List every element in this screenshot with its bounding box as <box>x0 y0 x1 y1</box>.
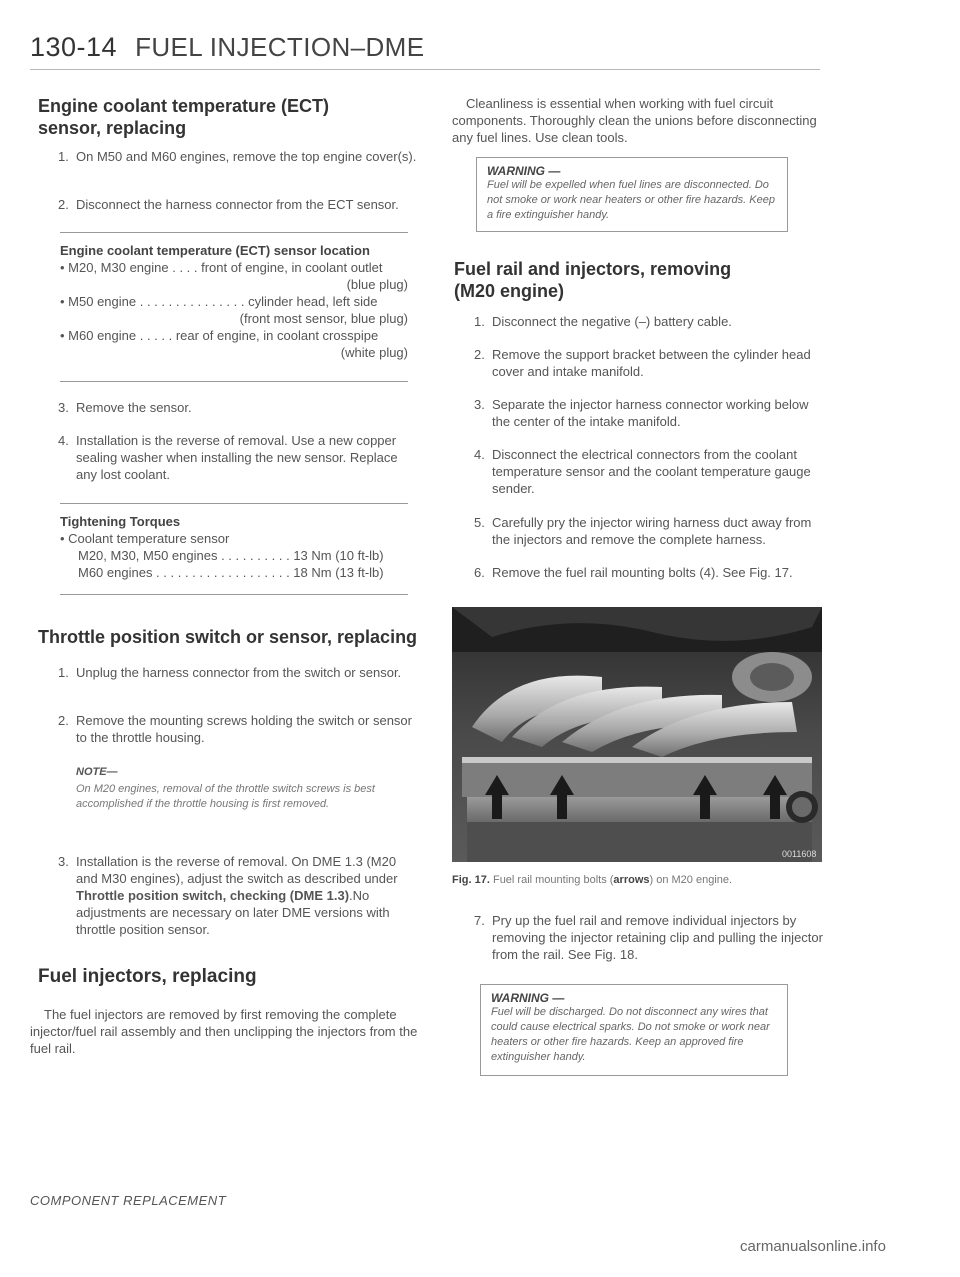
ect-location-spec: Engine coolant temperature (ECT) sensor location • M20, M30 engine . . . . front of engine, in coolant outlet (blue plug) • M50 engine . . . . . . . . . . . . . . . cylinder head, left side (front most sensor, blue plug) • M60 engine . . . . . rear of engine, in coolant crosspipe (white plug) <box>60 243 408 360</box>
warning-label-2: WARNING — <box>491 991 565 1005</box>
section-title: FUEL INJECTION–DME <box>135 32 425 62</box>
injectors-heading: Fuel injectors, replacing <box>38 966 257 987</box>
ect-location-rule-bottom <box>60 381 408 382</box>
rail-step-7: 7. Pry up the fuel rail and remove individual injectors by removing the injector retaining clip and pulling the injector from the rail. See Fig. 18. <box>474 913 823 962</box>
figure-label: Fig. 17. <box>452 874 490 886</box>
torque-title: Tightening Torques <box>60 514 181 529</box>
engine-photo-image <box>452 607 822 862</box>
ect-heading: Engine coolant temperature (ECT) sensor, replacing <box>38 96 330 138</box>
figure-caption: Fig. 17. Fuel rail mounting bolts (arrows) on M20 engine. <box>452 874 733 886</box>
cleanliness-paragraph: Cleanliness is essential when working with fuel circuit components. Thoroughly clean the unions before disconnecting any fuel lines. Use clean tools. <box>452 96 817 145</box>
page-header <box>30 32 820 63</box>
ect-location-rule-top <box>60 232 408 233</box>
tps-step-3: 3. Installation is the reverse of removal. On DME 1.3 (M20 and M30 engines), adjust the switch as described under Throttle position switch, checking (DME 1.3).No adjustments are necessary on later DME versions with throttle position sensor. <box>58 854 398 937</box>
ect-step-4: 4. Installation is the reverse of removal. Use a new copper sealing washer when installing the new sensor. Replace any lost coolant. <box>58 433 398 482</box>
torque-rule-bottom <box>60 594 408 595</box>
page-number: 130-14 <box>30 32 118 62</box>
warning-box-2 <box>480 984 788 1076</box>
cross-reference-link: Throttle position switch, checking (DME 1.3) <box>76 888 350 903</box>
engine-photo <box>452 607 822 862</box>
torque-spec: Tightening Torques • Coolant temperature sensor M20, M30, M50 engines . . . . . . . . . . 13 Nm (10 ft-lb) M60 engines . . . . . . . . . . . . . . . . . . . 18 Nm (13 ft-lb) <box>60 513 408 581</box>
warning-text-2: Fuel will be discharged. Do not disconnect any wires that could cause electrical sparks. Do not smoke or work near heaters or other fire hazards. Keep an approved fire extinguisher handy. <box>491 1006 770 1063</box>
ect-step-2: 2. Disconnect the harness connector from the ECT sensor. <box>58 197 399 212</box>
note-text: On M20 engines, removal of the throttle switch screws is best accomplished if the throttle housing is first removed. <box>76 783 375 810</box>
warning-label-1: WARNING — <box>487 164 561 178</box>
rail-step-3: 3. Separate the injector harness connector working below the center of the intake manifold. <box>474 397 809 429</box>
rail-heading: Fuel rail and injectors, removing (M20 engine) <box>454 259 732 301</box>
rail-step-2: 2. Remove the support bracket between the cylinder head cover and intake manifold. <box>474 347 811 379</box>
rail-step-4: 4. Disconnect the electrical connectors from the coolant temperature sensor and the coolant temperature gauge sender. <box>474 447 811 496</box>
figure-code: 0011608 <box>782 849 817 859</box>
ect-step-1: 1. On M50 and M60 engines, remove the top engine cover(s). <box>58 149 417 164</box>
warning-text-1: Fuel will be expelled when fuel lines are disconnected. Do not smoke or work near heaters or other fire hazards. Keep a fire extinguisher handy. <box>487 179 775 221</box>
torque-rule-top <box>60 503 408 504</box>
header-rule <box>30 69 820 70</box>
ect-step-3: 3. Remove the sensor. <box>58 400 192 415</box>
tps-step-1: 1. Unplug the harness connector from the switch or sensor. <box>58 665 402 680</box>
rail-step-6: 6. Remove the fuel rail mounting bolts (4). See Fig. 17. <box>474 565 793 580</box>
tps-heading: Throttle position switch or sensor, replacing <box>38 627 418 647</box>
injectors-paragraph: The fuel injectors are removed by first removing the complete injector/fuel rail assembly and then unclipping the injectors from the fuel rail. <box>30 1007 418 1056</box>
note-label: NOTE— <box>76 766 118 778</box>
page-footer: COMPONENT REPLACEMENT <box>30 1193 227 1208</box>
watermark: carmanualsonline.info <box>740 1238 886 1255</box>
ect-location-title: Engine coolant temperature (ECT) sensor location <box>60 243 370 258</box>
rail-step-1: 1. Disconnect the negative (–) battery cable. <box>474 314 732 329</box>
rail-step-5: 5. Carefully pry the injector wiring harness duct away from the injectors and remove the complete harness. <box>474 515 812 547</box>
warning-box-1 <box>476 157 788 232</box>
tps-note <box>76 766 396 812</box>
tps-step-2: 2. Remove the mounting screws holding the switch or sensor to the throttle housing. <box>58 713 412 745</box>
